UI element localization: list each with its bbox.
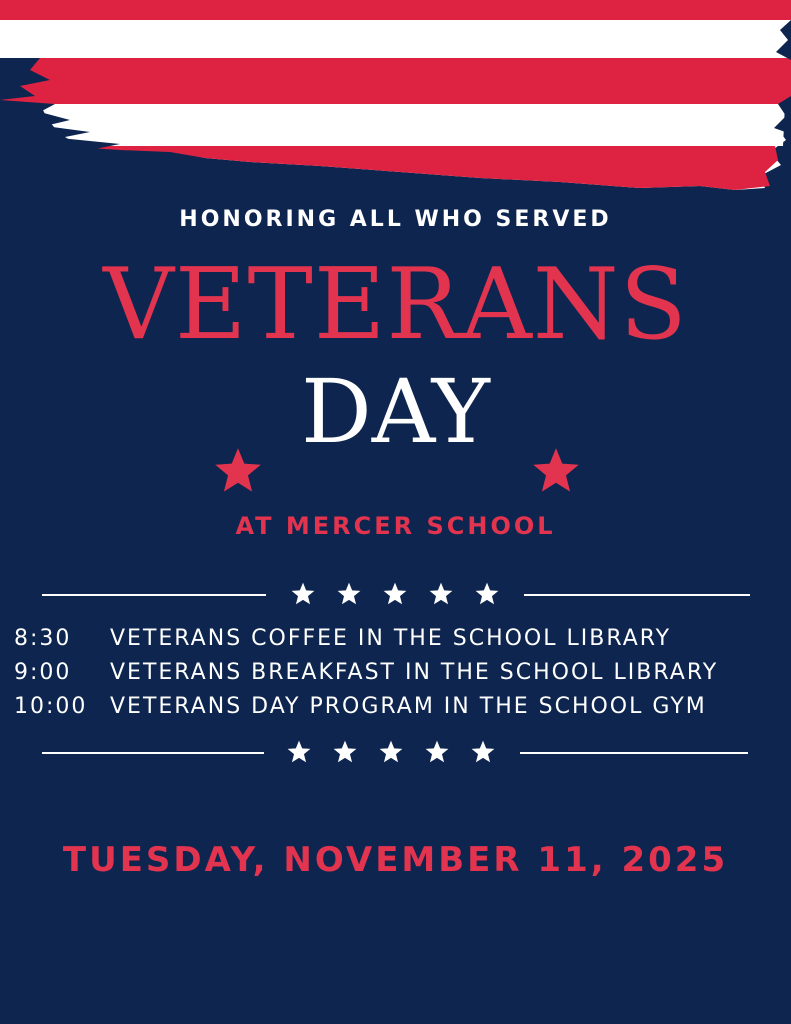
- divider-line: [524, 594, 750, 596]
- star-icon: [428, 581, 454, 607]
- star-icon: [529, 445, 583, 497]
- title-veterans: VETERANS: [103, 248, 688, 362]
- star-icon: [378, 739, 404, 765]
- star-divider-top: [0, 579, 791, 609]
- divider-line: [42, 594, 266, 596]
- schedule-event: VETERANS DAY PROGRAM IN THE SCHOOL GYM: [110, 694, 707, 719]
- star-icon: [286, 739, 312, 765]
- event-date: TUESDAY, NOVEMBER 11, 2025: [62, 840, 729, 880]
- schedule-row: [14, 624, 789, 658]
- star-icon: [336, 581, 362, 607]
- star-divider-bottom: [0, 737, 791, 767]
- divider-line: [520, 752, 748, 754]
- schedule-row: [14, 658, 789, 692]
- divider-stars: [286, 739, 496, 765]
- schedule-time: 8:30: [14, 626, 72, 651]
- schedule-event: VETERANS BREAKFAST IN THE SCHOOL LIBRARY: [110, 660, 719, 685]
- divider-stars: [290, 581, 500, 607]
- star-icon: [474, 581, 500, 607]
- schedule-time: 9:00: [14, 660, 72, 685]
- tagline: HONORING ALL WHO SERVED: [179, 207, 612, 232]
- flag-stripes-graphic: [0, 0, 791, 200]
- schedule-list: [14, 624, 789, 726]
- star-icon: [470, 739, 496, 765]
- location: AT MERCER SCHOOL: [235, 512, 556, 540]
- star-icon: [290, 581, 316, 607]
- schedule-time: 10:00: [14, 694, 88, 719]
- schedule-row: [14, 692, 789, 726]
- title-day: DAY: [301, 360, 490, 463]
- star-icon: [424, 739, 450, 765]
- star-icon: [211, 445, 265, 497]
- star-icon: [382, 581, 408, 607]
- divider-line: [42, 752, 264, 754]
- schedule-event: VETERANS COFFEE IN THE SCHOOL LIBRARY: [110, 626, 672, 651]
- star-icon: [332, 739, 358, 765]
